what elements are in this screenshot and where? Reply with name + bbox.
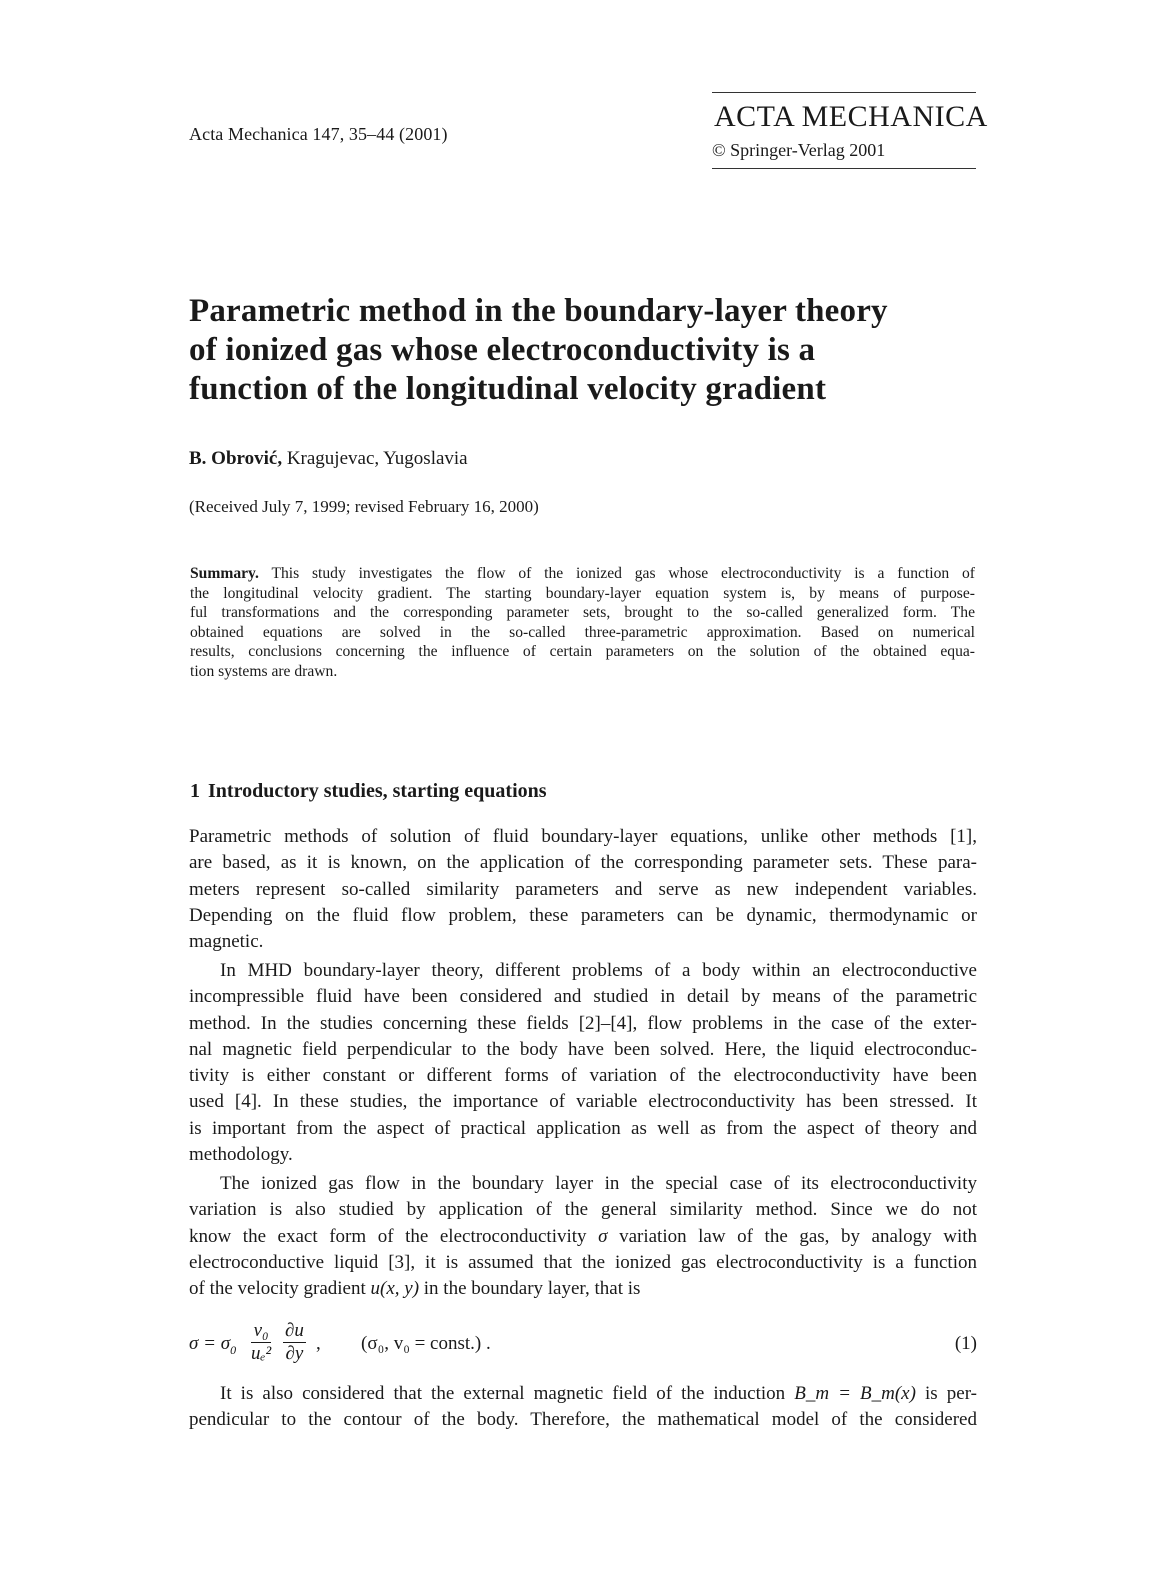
summary [190,564,975,681]
fraction-numerator: v₀ [251,1320,271,1343]
received-dates: (Received July 7, 1999; revised February 16, 2000) [189,497,539,516]
summary-line: ful transformations and the corresponding parameter sets, brought to the so-called generalized form. The [190,604,975,621]
induction-symbol: B_m = B_m(x) [794,1383,916,1404]
fraction-denominator: uₑ² [251,1343,272,1364]
paper-title [189,292,979,409]
body-line: used [4]. In these studies, the importance of variable electroconductivity has been stressed. It [189,1091,977,1113]
equation-1 [189,1316,977,1372]
equation-number: (1) [954,1333,977,1354]
body-line: variation is also studied by application of the general similarity method. Since we do not [189,1199,977,1221]
header-rule-bottom [712,168,976,169]
paragraph-3 [189,1171,977,1302]
summary-line: results, conclusions concerning the influence of certain parameters on the solution of the obtained equa- [190,643,975,660]
equation-separator: , [316,1333,321,1354]
body-line: know the exact form of the electroconductivity σ variation law of the gas, by analogy with [189,1225,978,1247]
body-line: Parametric methods of solution of fluid boundary-layer equations, unlike other methods [1], [189,826,977,847]
fraction-v0-ue2 [251,1320,271,1365]
body-line: are based, as it is known, on the application of the corresponding parameter sets. These para- [189,852,977,874]
author-affiliation: Kragujevac, Yugoslavia [286,448,468,469]
summary-label: Summary. [190,565,259,582]
body-line: is important from the aspect of practical application as well as from the aspect of theory and [189,1117,977,1139]
journal-name: ACTA MECHANICA [714,100,988,133]
equation-condition: (σ₀, v₀ = const.) . [361,1333,491,1354]
title-line: function of the longitudinal velocity gradient [189,371,827,407]
summary-line-1: Summary. This study investigates the flow of the ionized gas whose electroconductivity is a function of [190,565,975,582]
title-line: of ionized gas whose electroconductivity is a [189,332,816,368]
body-line: The ionized gas flow in the boundary layer in the special case of its electroconductivity [220,1173,977,1194]
publisher-copyright: © Springer-Verlag 2001 [712,140,886,160]
body-line: nal magnetic field perpendicular to the body have been solved. Here, the liquid electroconduc- [189,1038,977,1060]
sigma-symbol: σ [598,1225,608,1247]
body-line: pendicular to the contour of the body. Therefore, the mathematical model of the considered [189,1409,977,1431]
body-line: incompressible fluid have been considered and studied in detail by means of the parametric [189,986,977,1008]
fraction-numerator: ∂u [285,1320,304,1341]
paragraph-1 [189,824,977,955]
fraction-du-dy [283,1320,306,1365]
section-title: Introductory studies, starting equations [208,780,547,802]
body-line: magnetic. [189,931,264,953]
title-line: Parametric method in the boundary-layer theory [189,293,888,329]
summary-line: tion systems are drawn. [190,662,338,680]
body-line: method. In the studies concerning these fields [2]–[4], flow problems in the case of the exter- [189,1012,977,1034]
paragraph-4 [189,1381,977,1434]
header-rule-top [712,92,976,93]
summary-line: the longitudinal velocity gradient. The starting boundary-layer equation system is, by means of purpose- [190,584,975,602]
equation-lhs: $\sigma = \sigma_0$ [189,1333,237,1357]
body-line: of the velocity gradient u(x, y) in the boundary layer, that is [189,1278,641,1300]
section-number: 1 [190,780,200,802]
body-line: meters represent so-called similarity parameters and serve as new independent variables. [189,878,977,900]
body-line: It is also considered that the external magnetic field of the induction B_m = B_m(x) is per- [220,1383,977,1404]
section-heading [190,778,547,804]
body-line: electroconductive liquid [3], it is assumed that the ionized gas electroconductivity is a function [189,1251,977,1273]
body-line: In MHD boundary-layer theory, different problems of a body within an electroconductive [220,960,977,981]
body-line: Depending on the fluid flow problem, these parameters can be dynamic, thermodynamic or [189,904,977,926]
author-line [189,447,468,471]
summary-line: obtained equations are solved in the so-called three-parametric approximation. Based on numerical [190,623,975,641]
journal-citation: Acta Mechanica 147, 35–44 (2001) [189,124,448,144]
author-name: B. Obrović, [189,448,283,469]
paragraph-2 [189,958,977,1168]
body-line: methodology. [189,1144,293,1166]
body-line: tivity is either constant or different forms of variation of the electroconductivity have been [189,1065,977,1087]
fraction-denominator: ∂y [285,1343,304,1364]
velocity-symbol: u(x, y) [370,1278,420,1300]
